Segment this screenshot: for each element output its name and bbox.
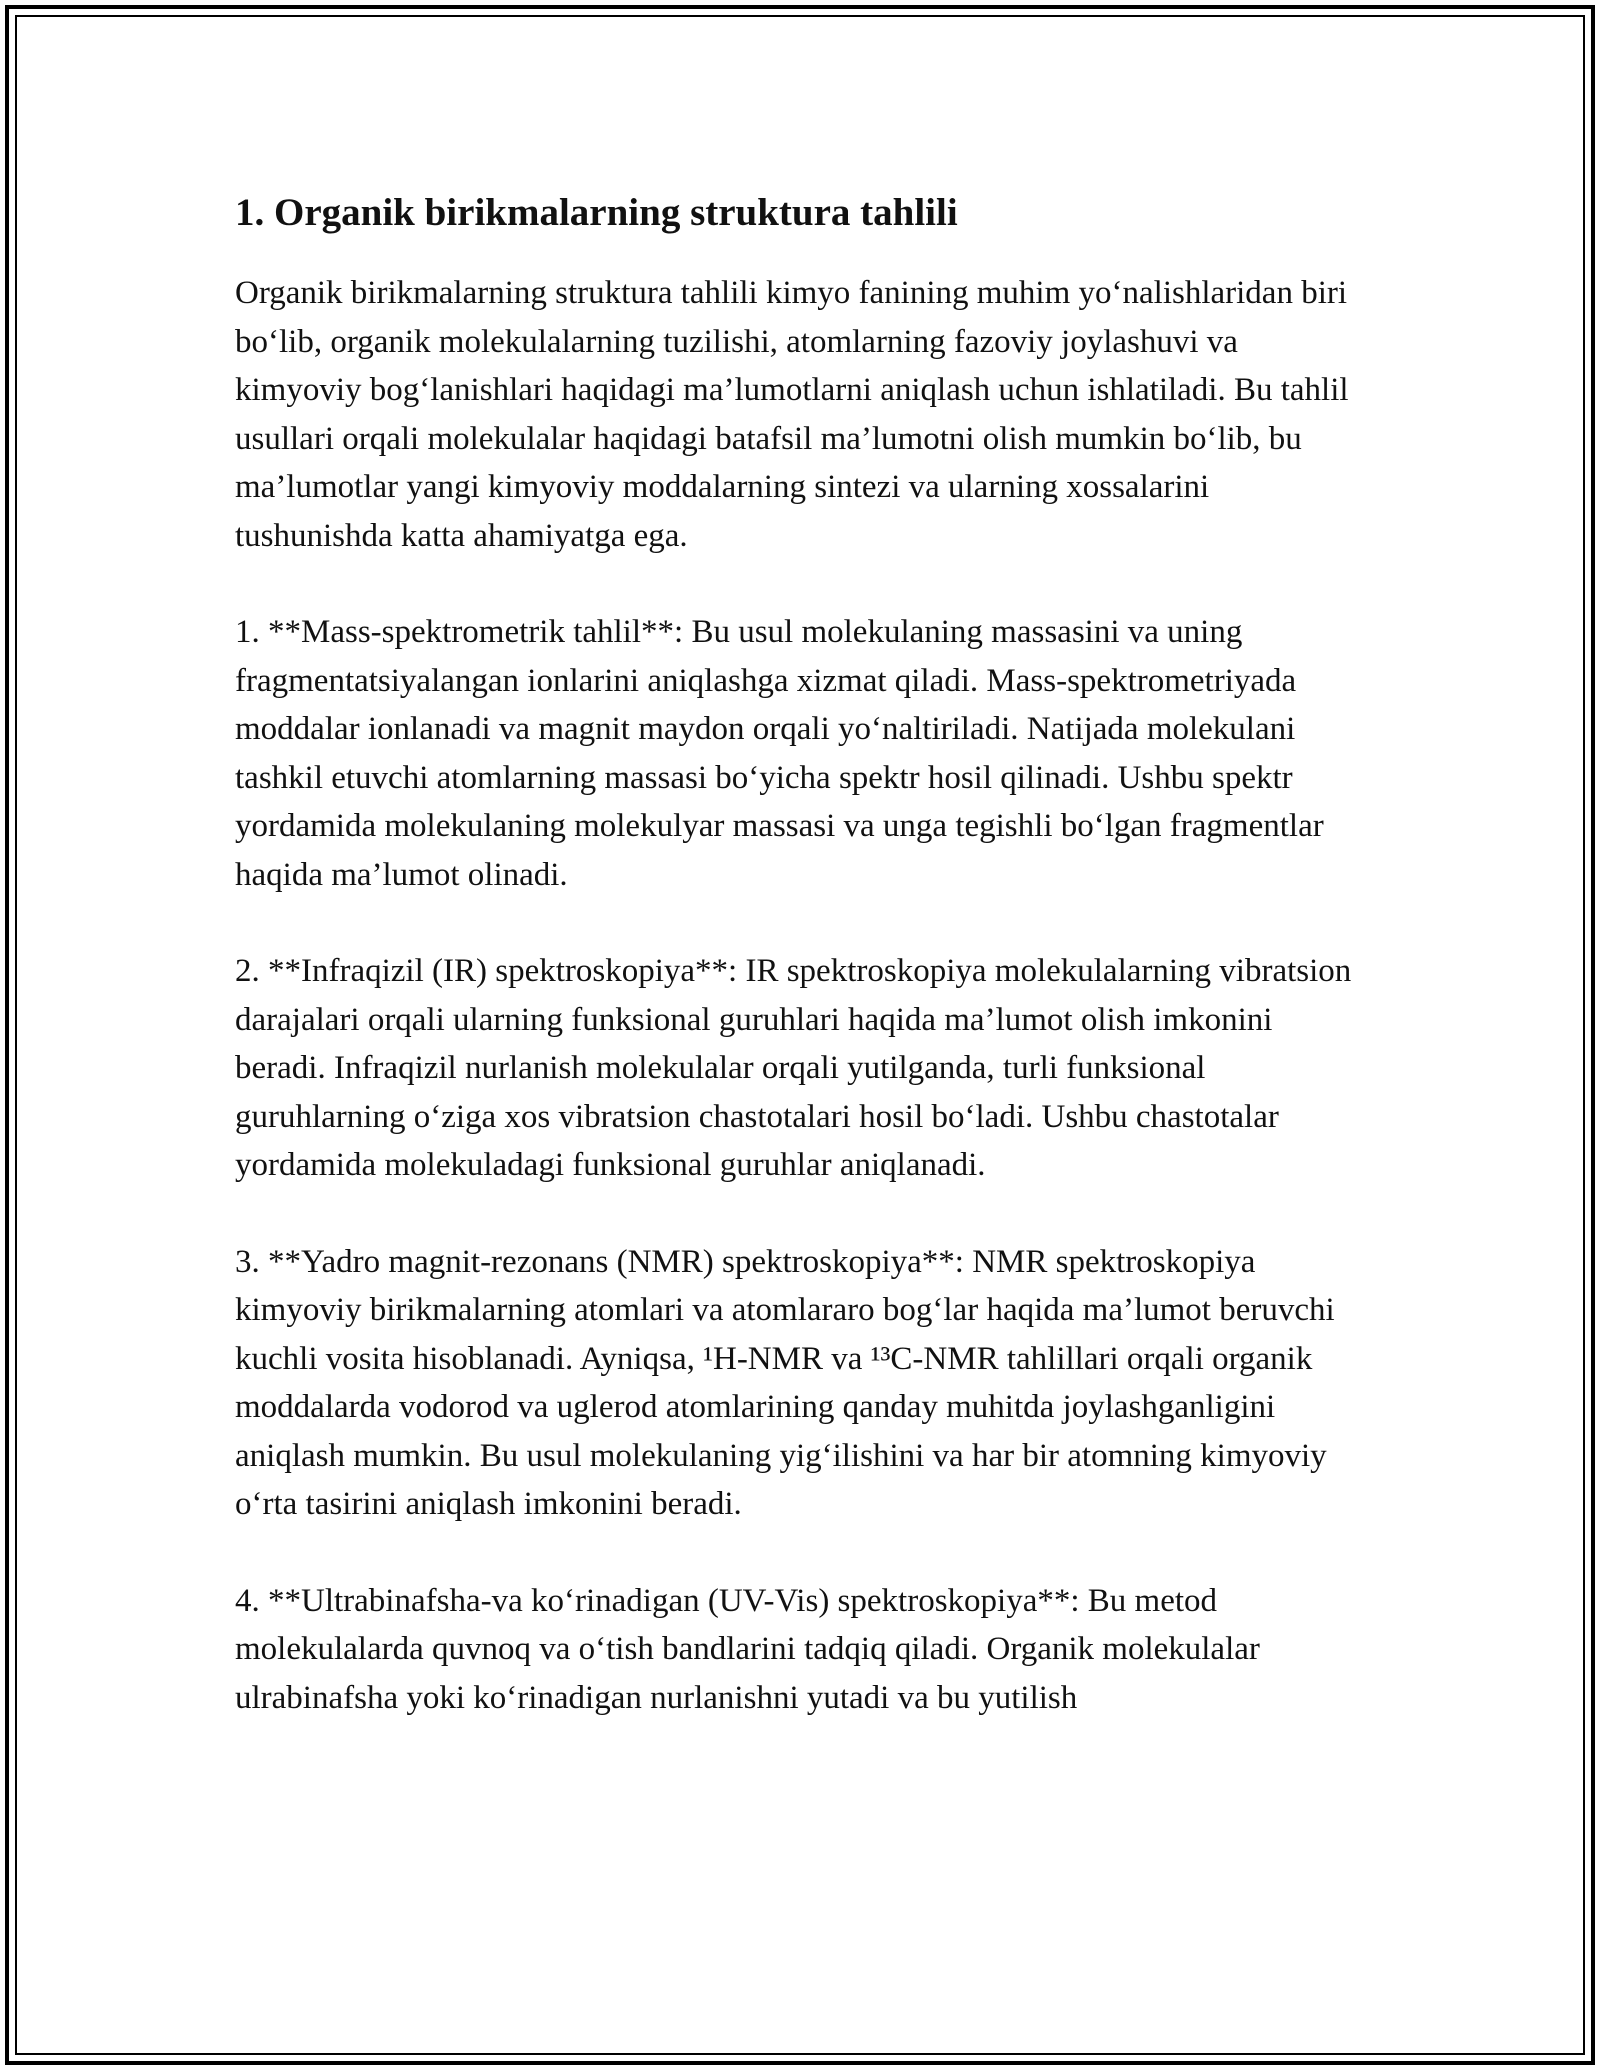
- document-body: [235, 183, 1370, 1770]
- paragraph-ir-spectroscopy: 2. **Infraqizil (IR) spektroskopiya**: IR spektroskopiya molekulalarning vibratsion darajalari orqali ularning funksional guruhlari haqida ma’lumot olish imkonini beradi. Infraqizil nurlanish molekulalar orqali yutilganda, turli funksional guruhlarning o‘ziga xos vibratsion chastotalari hosil bo‘ladi. Ushbu chastotalar yordamida molekuladagi funksional guruhlar aniqlanadi.: [235, 953, 1352, 1183]
- paragraph-nmr-spectroscopy: 3. **Yadro magnit-rezonans (NMR) spektroskopiya**: NMR spektroskopiya kimyoviy birikmalarning atomlari va atomlararo bog‘lar haqida ma’lumot beruvchi kuchli vosita hisoblanadi. Ayniqsa, ¹H-NMR va ¹³C-NMR tahlillari orqali organik moddalarda vodorod va uglerod atomlarining qanday muhitda joylashganligini aniqlash mumkin. Bu usul molekulaning yig‘ilishini va har bir atomning kimyoviy o‘rta tasirini aniqlash imkonini beradi.: [235, 1243, 1335, 1522]
- paragraph-uv-vis-spectroscopy: 4. **Ultrabinafsha-va ko‘rinadigan (UV-Vis) spektroskopiya**: Bu metod molekulalarda quvnoq va o‘tish bandlarini tadqiq qiladi. Organik molekulalar ulrabinafsha yoki ko‘rinadigan nurlanishni yutadi va bu yutilish: [235, 1582, 1260, 1716]
- intro-paragraph: Organik birikmalarning struktura tahlili kimyo fanining muhim yo‘nalishlaridan biri bo‘lib, organik molekulalarning tuzilishi, atomlarning fazoviy joylashuvi va kimyoviy bog‘lanishlari haqidagi ma’lumotlarni aniqlash uchun ishlatiladi. Bu tahlil usullari orqali molekulalar haqidagi batafsil ma’lumotni olish mumkin bo‘lib, bu ma’lumotlar yangi kimyoviy moddalarning sintezi va ularning xossalarini tushunishda katta ahamiyatga ega.: [235, 275, 1349, 554]
- section-heading: 1. Organik birikmalarning struktura tahlili: [235, 191, 958, 234]
- paragraph-mass-spectrometry: 1. **Mass-spektrometrik tahlil**: Bu usul molekulaning massasini va uning fragmentatsiyalangan ionlarini aniqlashga xizmat qiladi. Mass-spektrometriyada moddalar ionlanadi va magnit maydon orqali yo‘naltiriladi. Natijada molekulani tashkil etuvchi atomlarning massasi bo‘yicha spektr hosil qilinadi. Ushbu spektr yordamida molekulaning molekulyar massasi va unga tegishli bo‘lgan fragmentlar haqida ma’lumot olinadi.: [235, 614, 1324, 893]
